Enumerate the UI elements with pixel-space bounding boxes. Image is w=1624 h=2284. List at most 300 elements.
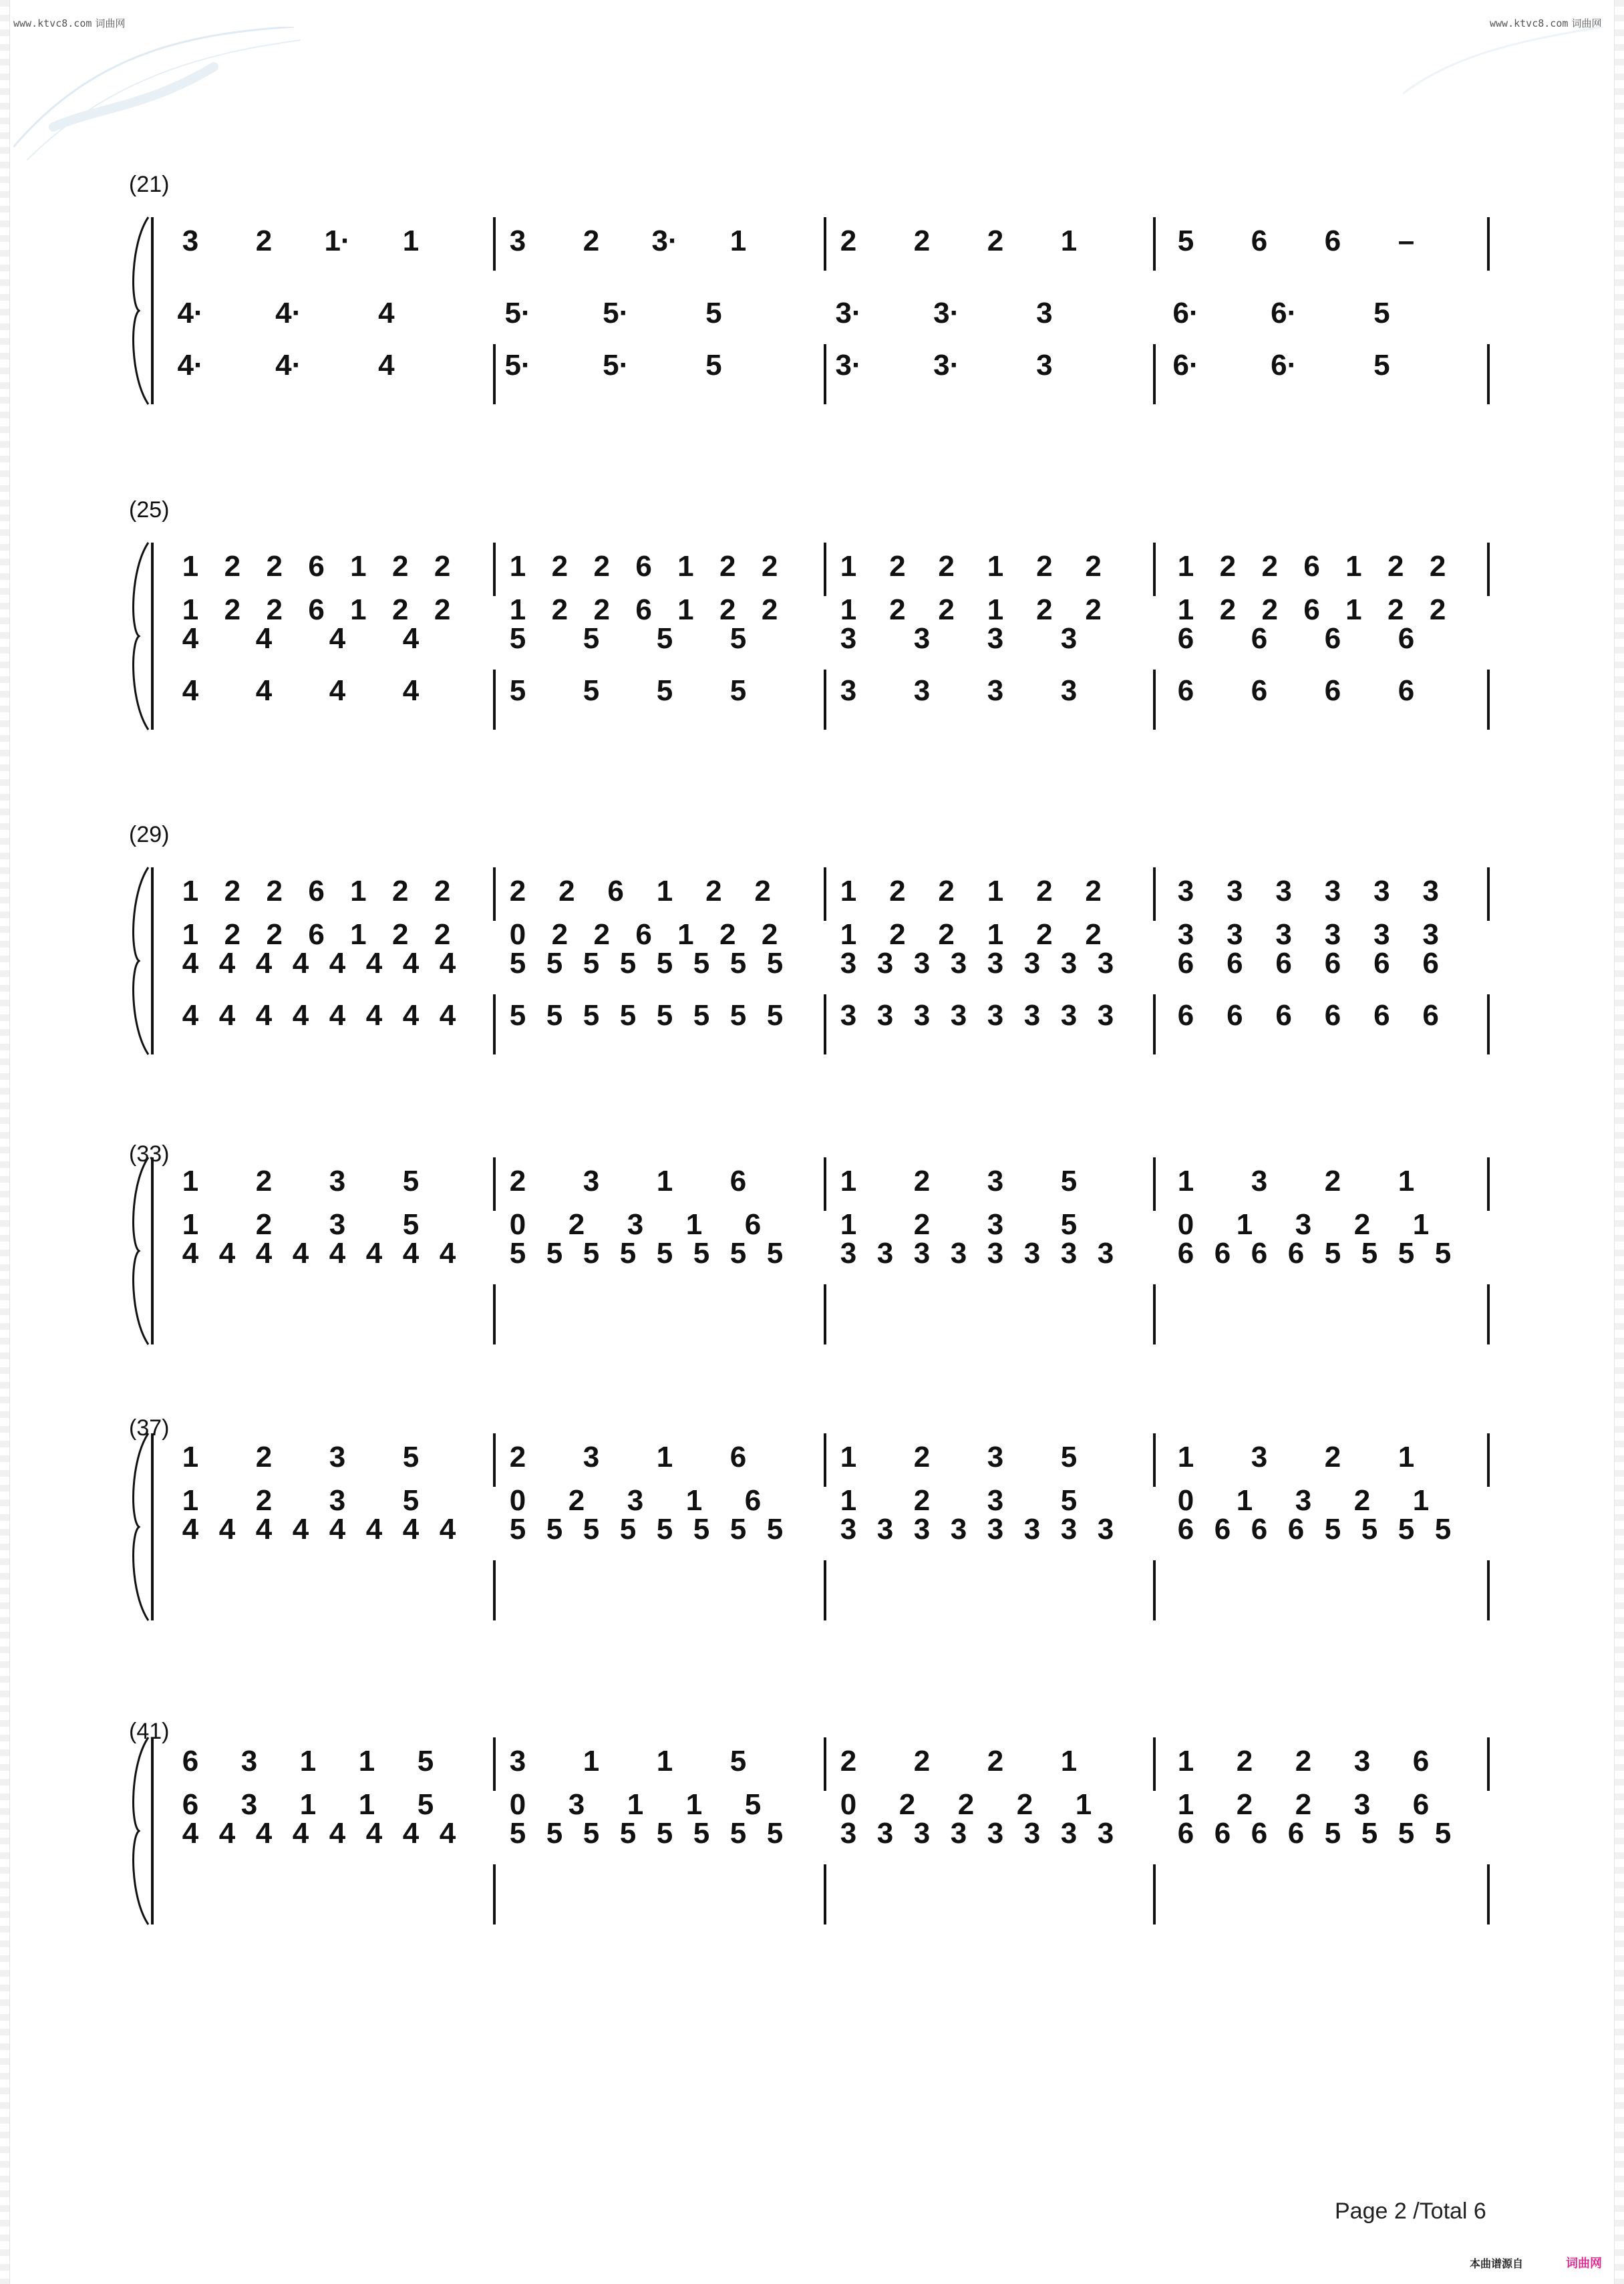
note-bass-upper: 3 xyxy=(950,1237,967,1270)
note-treble-lower: 0 xyxy=(509,1788,526,1821)
note-treble-upper: 2 xyxy=(913,1165,931,1197)
header-left-label: 词曲网 xyxy=(95,17,126,29)
note-treble-upper: 2 xyxy=(224,875,241,907)
system-brace xyxy=(134,867,148,1054)
note-treble-upper: 3 xyxy=(1251,1165,1268,1197)
note-bass-upper: 5 xyxy=(546,1237,563,1270)
note-bass-lower: 4· xyxy=(275,349,302,382)
note-bass-upper: 5 xyxy=(693,1237,710,1270)
note-treble-upper: 3 xyxy=(240,1745,258,1777)
note-treble-lower: 3 xyxy=(329,1208,346,1241)
note-treble-upper: 1 xyxy=(656,1745,673,1777)
note-treble-upper: 2 xyxy=(255,1165,273,1197)
note-bass-upper: 3 xyxy=(1023,947,1041,980)
note-bass-upper: 4 xyxy=(182,1237,199,1270)
note-treble-lower: 2 xyxy=(889,593,906,626)
note-bass-upper: 4 xyxy=(292,947,309,980)
note-treble-lower: 2 xyxy=(434,918,451,951)
note-treble-upper: 2 xyxy=(840,225,857,257)
note-treble-lower: 1 xyxy=(987,593,1004,626)
note-treble-lower: 3 xyxy=(1353,1788,1371,1821)
note-treble-lower: 2 xyxy=(1353,1208,1371,1241)
note-treble-upper: 1 xyxy=(987,875,1004,907)
note-treble-upper: 2 xyxy=(840,1745,857,1777)
note-bass-upper: 5 xyxy=(583,1817,600,1850)
note-treble-lower: 2 xyxy=(938,918,955,951)
note-treble-upper: 1 xyxy=(840,1165,857,1197)
note-bass-upper: 6 xyxy=(1251,1513,1268,1546)
note-bass-upper: 3 xyxy=(1060,1817,1078,1850)
note-treble-upper: 6 xyxy=(1251,225,1268,257)
note-bass-upper: 6 xyxy=(1251,1237,1268,1270)
note-treble-lower: 2 xyxy=(392,918,409,951)
note-bass-upper: 3 xyxy=(987,1817,1004,1850)
note-treble-upper: 3 xyxy=(987,1165,1004,1197)
note-treble-lower: 1 xyxy=(840,918,857,951)
note-bass-upper: 5 xyxy=(693,1513,710,1546)
note-treble-lower: 1 xyxy=(299,1788,317,1821)
note-treble-upper: 2 xyxy=(434,875,451,907)
note-treble-lower: 1 xyxy=(987,918,1004,951)
note-treble-lower: 3 xyxy=(240,1788,258,1821)
note-bass-upper: 4 xyxy=(365,1237,383,1270)
note-bass-lower: 5 xyxy=(509,999,526,1032)
note-bass-upper: 6 xyxy=(1177,947,1194,980)
note-bass-lower: 4 xyxy=(182,999,199,1032)
note-bass-upper: 3 xyxy=(913,622,931,655)
note-treble-lower: 3 xyxy=(987,1484,1004,1517)
note-bass-upper: 5 xyxy=(766,1513,784,1546)
note-bass-upper: 5 xyxy=(656,1237,673,1270)
note-treble-upper: 2 xyxy=(913,225,931,257)
note-bass-upper: 5 xyxy=(1398,1513,1415,1546)
note-treble-lower: 2 xyxy=(913,1484,931,1517)
note-bass-upper: 5 xyxy=(1324,1817,1341,1850)
note-bass-upper: 4 xyxy=(218,1817,236,1850)
note-treble-upper: 6 xyxy=(1324,225,1341,257)
note-bass-upper: 4 xyxy=(255,1237,273,1270)
note-bass-upper: 3· xyxy=(835,297,862,329)
note-treble-upper: 2 xyxy=(938,550,955,583)
note-treble-upper: 5 xyxy=(1177,225,1194,257)
note-bass-lower: 3 xyxy=(987,999,1004,1032)
note-bass-upper: 6 xyxy=(1324,622,1341,655)
note-treble-upper: 3 xyxy=(1422,875,1439,907)
note-treble-lower: 5 xyxy=(744,1788,762,1821)
note-treble-upper: 1 xyxy=(1177,550,1194,583)
note-treble-lower: 3 xyxy=(1295,1484,1312,1517)
note-bass-lower: 6 xyxy=(1227,999,1243,1032)
note-bass-lower: 4 xyxy=(292,999,309,1032)
system-brace xyxy=(134,543,148,730)
note-bass-upper: 4 xyxy=(182,1513,199,1546)
note-bass-upper: 4 xyxy=(329,947,346,980)
note-treble-upper: 2 xyxy=(255,1441,273,1473)
note-bass-upper: 4 xyxy=(255,947,273,980)
note-bass-lower: 4 xyxy=(329,674,346,707)
note-treble-upper: 5 xyxy=(729,1745,747,1777)
note-bass-upper: 4 xyxy=(365,1817,383,1850)
note-bass-lower: 3 xyxy=(1036,349,1053,382)
note-bass-lower: 4 xyxy=(329,999,346,1032)
note-bass-lower: 4 xyxy=(255,674,273,707)
note-treble-upper: 3 xyxy=(329,1165,346,1197)
note-bass-upper: 3 xyxy=(876,1237,894,1270)
note-treble-upper: 3 xyxy=(1373,875,1390,907)
note-bass-lower: 5 xyxy=(705,349,722,382)
note-bass-upper: 5 xyxy=(1361,1513,1378,1546)
note-bass-upper: 4 xyxy=(402,947,420,980)
note-bass-upper: 5· xyxy=(504,297,531,329)
note-treble-upper: 2 xyxy=(392,875,409,907)
note-treble-lower: 2 xyxy=(266,918,283,951)
note-treble-lower: 1 xyxy=(1236,1208,1253,1241)
note-bass-upper: 3 xyxy=(1036,297,1053,329)
note-treble-lower: 2 xyxy=(761,918,778,951)
note-bass-upper: 6 xyxy=(1251,1817,1268,1850)
note-treble-upper: 6 xyxy=(1412,1745,1430,1777)
note-bass-upper: 6 xyxy=(1214,1817,1231,1850)
note-treble-lower: 2 xyxy=(719,918,736,951)
note-treble-lower: 1 xyxy=(350,918,367,951)
note-bass-upper: 6 xyxy=(1177,1513,1194,1546)
system-label-21: (21) xyxy=(129,172,170,197)
note-bass-upper: 3 xyxy=(840,622,857,655)
note-bass-upper: 5 xyxy=(656,947,673,980)
note-bass-upper: 4 xyxy=(292,1237,309,1270)
system-label-37: (37) xyxy=(129,1415,170,1441)
note-treble-upper: 2 xyxy=(1036,550,1053,583)
note-treble-upper: 1 xyxy=(509,550,526,583)
note-treble-lower: 1 xyxy=(182,593,199,626)
note-treble-lower: 1 xyxy=(1412,1208,1430,1241)
note-treble-lower: 2 xyxy=(255,1208,273,1241)
note-treble-lower: 1 xyxy=(840,593,857,626)
note-bass-upper: 3 xyxy=(876,947,894,980)
note-bass-upper: 5 xyxy=(546,1817,563,1850)
system-brace xyxy=(134,217,148,404)
note-bass-upper: 5 xyxy=(619,947,637,980)
header-left-site: www.ktvc8.com xyxy=(13,17,92,29)
note-treble-lower: 1 xyxy=(685,1208,703,1241)
note-bass-lower: 5 xyxy=(766,999,784,1032)
note-treble-lower: 2 xyxy=(224,918,241,951)
note-bass-upper: 4 xyxy=(439,947,456,980)
note-treble-upper: 1 xyxy=(182,550,199,583)
note-bass-upper: 5 xyxy=(729,947,747,980)
note-bass-upper: 3 xyxy=(1097,947,1114,980)
note-treble-lower: 2 xyxy=(1085,593,1102,626)
note-treble-lower: 3 xyxy=(1177,918,1194,951)
note-bass-upper: 4 xyxy=(292,1817,309,1850)
note-treble-upper: 2 xyxy=(392,550,409,583)
note-bass-lower: 3· xyxy=(835,349,862,382)
note-treble-upper: 3 xyxy=(1324,875,1341,907)
note-treble-lower: 3 xyxy=(1295,1208,1312,1241)
system-label-33: (33) xyxy=(129,1141,170,1167)
note-treble-lower: 1 xyxy=(840,1208,857,1241)
note-bass-lower: 5 xyxy=(656,999,673,1032)
note-bass-lower: 6 xyxy=(1398,674,1415,707)
note-bass-upper: 6 xyxy=(1177,1817,1194,1850)
note-bass-upper: 4 xyxy=(292,1513,309,1546)
note-bass-upper: 4 xyxy=(329,1237,346,1270)
note-treble-upper: 3 xyxy=(182,225,199,257)
note-bass-upper: 4 xyxy=(402,1817,420,1850)
note-bass-upper: 4 xyxy=(402,1513,420,1546)
note-treble-lower: 1 xyxy=(1345,593,1362,626)
note-bass-upper: 6 xyxy=(1398,622,1415,655)
note-bass-lower: 3 xyxy=(840,999,857,1032)
note-bass-lower: 4 xyxy=(402,999,420,1032)
note-bass-upper: 4 xyxy=(182,622,199,655)
note-treble-lower: 0 xyxy=(509,918,526,951)
note-treble-lower: 1 xyxy=(182,1208,199,1241)
note-bass-upper: 4 xyxy=(255,1513,273,1546)
note-treble-upper: 2 xyxy=(1324,1165,1341,1197)
note-bass-lower: 5 xyxy=(619,999,637,1032)
note-bass-upper: 6 xyxy=(1177,1237,1194,1270)
note-treble-lower: 2 xyxy=(434,593,451,626)
note-treble-lower: 3 xyxy=(568,1788,585,1821)
note-treble-upper: 2 xyxy=(266,875,283,907)
note-treble-lower: 0 xyxy=(840,1788,857,1821)
note-bass-upper: 3 xyxy=(913,947,931,980)
note-bass-upper: 5 xyxy=(546,947,563,980)
note-treble-upper: 6 xyxy=(729,1441,747,1473)
note-treble-upper: 3 xyxy=(1251,1441,1268,1473)
note-treble-upper: 1 xyxy=(182,1441,199,1473)
note-treble-lower: 2 xyxy=(1036,918,1053,951)
note-treble-lower: 1 xyxy=(1236,1484,1253,1517)
note-treble-lower: 5 xyxy=(402,1208,420,1241)
note-treble-upper: 2 xyxy=(754,875,771,907)
note-bass-upper: 4 xyxy=(218,947,236,980)
note-treble-lower: 6 xyxy=(635,593,652,626)
note-bass-lower: 3· xyxy=(933,349,960,382)
note-bass-upper: 4 xyxy=(439,1817,456,1850)
system-label-29: (29) xyxy=(129,822,170,847)
note-bass-lower: 6· xyxy=(1172,349,1199,382)
note-bass-upper: 6· xyxy=(1172,297,1199,329)
note-bass-lower: 3 xyxy=(1060,674,1078,707)
note-bass-lower: 4· xyxy=(177,349,204,382)
note-treble-upper: 5 xyxy=(1060,1165,1078,1197)
note-treble-upper: 1 xyxy=(299,1745,317,1777)
note-treble-lower: 6 xyxy=(182,1788,199,1821)
note-bass-upper: 3 xyxy=(1023,1237,1041,1270)
note-treble-upper: 2 xyxy=(913,1745,931,1777)
note-bass-upper: 5 xyxy=(1398,1817,1415,1850)
note-bass-upper: 5 xyxy=(1324,1237,1341,1270)
note-treble-lower: 3 xyxy=(1422,918,1439,951)
note-bass-lower: 3 xyxy=(913,999,931,1032)
note-bass-upper: 6 xyxy=(1227,947,1243,980)
note-treble-lower: 6 xyxy=(1412,1788,1430,1821)
note-bass-lower: 6 xyxy=(1324,674,1341,707)
note-bass-upper: 3 xyxy=(987,1513,1004,1546)
note-bass-upper: 3 xyxy=(840,947,857,980)
note-treble-upper: 6 xyxy=(308,550,325,583)
note-bass-upper: 5 xyxy=(619,1513,637,1546)
note-bass-lower: 3 xyxy=(950,999,967,1032)
note-treble-upper: 5 xyxy=(402,1441,420,1473)
note-treble-upper: 3 xyxy=(509,1745,526,1777)
note-treble-lower: 2 xyxy=(913,1208,931,1241)
note-treble-lower: 1 xyxy=(840,1484,857,1517)
footer-source-note: 本曲谱源自 xyxy=(1470,2257,1524,2270)
note-bass-upper: 6 xyxy=(1324,947,1341,980)
note-treble-lower: 1 xyxy=(509,593,526,626)
note-bass-lower: 6 xyxy=(1275,999,1292,1032)
footer-site-logo: 词曲网 xyxy=(1566,2257,1602,2271)
note-treble-lower: 6 xyxy=(744,1484,762,1517)
note-treble-lower: 6 xyxy=(308,593,325,626)
note-treble-upper: 3 xyxy=(1275,875,1292,907)
note-bass-upper: 3 xyxy=(1060,1513,1078,1546)
note-bass-upper: 6 xyxy=(1214,1513,1231,1546)
note-bass-lower: 5 xyxy=(546,999,563,1032)
note-bass-upper: 4 xyxy=(218,1237,236,1270)
note-treble-lower: 1 xyxy=(1412,1484,1430,1517)
note-treble-upper: 2 xyxy=(551,550,569,583)
note-treble-upper: 6 xyxy=(729,1165,747,1197)
note-bass-lower: 3 xyxy=(876,999,894,1032)
note-treble-lower: 2 xyxy=(593,918,610,951)
note-bass-lower: 3 xyxy=(1060,999,1078,1032)
note-bass-upper: 3 xyxy=(1097,1817,1114,1850)
note-bass-upper: 6 xyxy=(1275,947,1292,980)
note-treble-upper: 2 xyxy=(1324,1441,1341,1473)
note-treble-lower: 2 xyxy=(551,918,569,951)
note-treble-upper: 2 xyxy=(1219,550,1237,583)
note-treble-lower: 5 xyxy=(402,1484,420,1517)
note-treble-lower: 3 xyxy=(627,1208,644,1241)
note-treble-upper: 1 xyxy=(656,1165,673,1197)
note-bass-upper: 5 xyxy=(1434,1817,1452,1850)
note-treble-upper: 2 xyxy=(705,875,722,907)
note-treble-lower: 2 xyxy=(568,1484,585,1517)
note-bass-lower: 5 xyxy=(729,999,747,1032)
note-treble-lower: 6 xyxy=(635,918,652,951)
note-treble-upper: 2 xyxy=(255,225,273,257)
note-treble-upper: 2 xyxy=(761,550,778,583)
note-bass-upper: 4 xyxy=(329,622,346,655)
note-bass-upper: 4 xyxy=(329,1513,346,1546)
note-treble-lower: 3 xyxy=(987,1208,1004,1241)
note-treble-upper: 1· xyxy=(324,225,351,257)
note-bass-upper: 4 xyxy=(255,622,273,655)
note-treble-lower: 2 xyxy=(1085,918,1102,951)
note-treble-upper: 3 xyxy=(509,225,526,257)
note-bass-upper: 3· xyxy=(933,297,960,329)
note-bass-upper: 4 xyxy=(218,1513,236,1546)
note-treble-lower: 2 xyxy=(889,918,906,951)
note-bass-lower: 3 xyxy=(913,674,931,707)
note-treble-upper: 1 xyxy=(1060,1745,1078,1777)
note-bass-lower: 6 xyxy=(1324,999,1341,1032)
note-bass-lower: 3 xyxy=(987,674,1004,707)
note-treble-lower: 2 xyxy=(1429,593,1446,626)
note-treble-lower: 2 xyxy=(1036,593,1053,626)
note-treble-upper: 2 xyxy=(938,875,955,907)
note-bass-upper: 3 xyxy=(913,1513,931,1546)
note-treble-lower: 3 xyxy=(627,1484,644,1517)
note-treble-upper: 2 xyxy=(1036,875,1053,907)
note-bass-upper: 5 xyxy=(509,947,526,980)
note-treble-upper: 1 xyxy=(402,225,420,257)
note-bass-upper: 3 xyxy=(950,947,967,980)
note-bass-upper: 3 xyxy=(987,947,1004,980)
note-bass-lower: 4 xyxy=(402,674,420,707)
note-bass-lower: 5 xyxy=(583,674,600,707)
note-bass-upper: 5 xyxy=(583,947,600,980)
note-bass-upper: 4· xyxy=(177,297,204,329)
note-treble-upper: 2 xyxy=(509,1441,526,1473)
note-bass-lower: 5· xyxy=(603,349,629,382)
note-bass-lower: 4 xyxy=(182,674,199,707)
note-bass-upper: 3 xyxy=(840,1513,857,1546)
header-right-label: 词曲网 xyxy=(1571,17,1602,29)
note-treble-upper: 2 xyxy=(509,875,526,907)
note-treble-upper: 3 xyxy=(1177,875,1194,907)
note-treble-upper: 1 xyxy=(840,1441,857,1473)
note-treble-upper: 6 xyxy=(308,875,325,907)
note-treble-lower: 5 xyxy=(1060,1208,1078,1241)
note-bass-upper: 5 xyxy=(583,1513,600,1546)
note-treble-upper: 1 xyxy=(350,550,367,583)
note-bass-upper: 4 xyxy=(182,947,199,980)
note-bass-upper: 6 xyxy=(1287,1817,1305,1850)
note-bass-upper: 5 xyxy=(509,622,526,655)
note-bass-upper: 5 xyxy=(583,622,600,655)
note-treble-lower: 1 xyxy=(627,1788,644,1821)
note-bass-upper: 5 xyxy=(705,297,722,329)
note-treble-lower: 2 xyxy=(957,1788,975,1821)
note-treble-lower: 1 xyxy=(1177,593,1194,626)
note-bass-lower: 6 xyxy=(1177,674,1194,707)
note-treble-lower: 5 xyxy=(417,1788,434,1821)
note-bass-upper: 5 xyxy=(619,1237,637,1270)
note-treble-upper: 2 xyxy=(434,550,451,583)
note-bass-upper: 6 xyxy=(1422,947,1439,980)
note-treble-upper: 1 xyxy=(1060,225,1078,257)
note-bass-lower: 4 xyxy=(365,999,383,1032)
note-bass-upper: 6· xyxy=(1271,297,1297,329)
note-bass-upper: 4 xyxy=(439,1237,456,1270)
note-treble-upper: 2 xyxy=(1085,875,1102,907)
note-bass-upper: 4· xyxy=(275,297,302,329)
note-treble-lower: 3 xyxy=(1373,918,1390,951)
note-treble-upper: 2 xyxy=(1388,550,1404,583)
note-treble-upper: 6 xyxy=(635,550,652,583)
note-treble-upper: 3 xyxy=(583,1165,600,1197)
note-bass-upper: 3 xyxy=(1097,1237,1114,1270)
note-treble-lower: 2 xyxy=(551,593,569,626)
note-treble-upper: 1 xyxy=(1177,1165,1194,1197)
note-treble-upper: 5 xyxy=(402,1165,420,1197)
note-bass-lower: 5 xyxy=(729,674,747,707)
note-bass-upper: 4 xyxy=(182,1817,199,1850)
system-brace xyxy=(134,1433,148,1620)
note-treble-upper: – xyxy=(1398,225,1415,257)
note-treble-lower: 3 xyxy=(1275,918,1292,951)
note-bass-upper: 5 xyxy=(693,1817,710,1850)
note-treble-upper: 2 xyxy=(224,550,241,583)
note-treble-lower: 2 xyxy=(568,1208,585,1241)
note-treble-upper: 1 xyxy=(1177,1441,1194,1473)
note-bass-lower: 3 xyxy=(1097,999,1114,1032)
